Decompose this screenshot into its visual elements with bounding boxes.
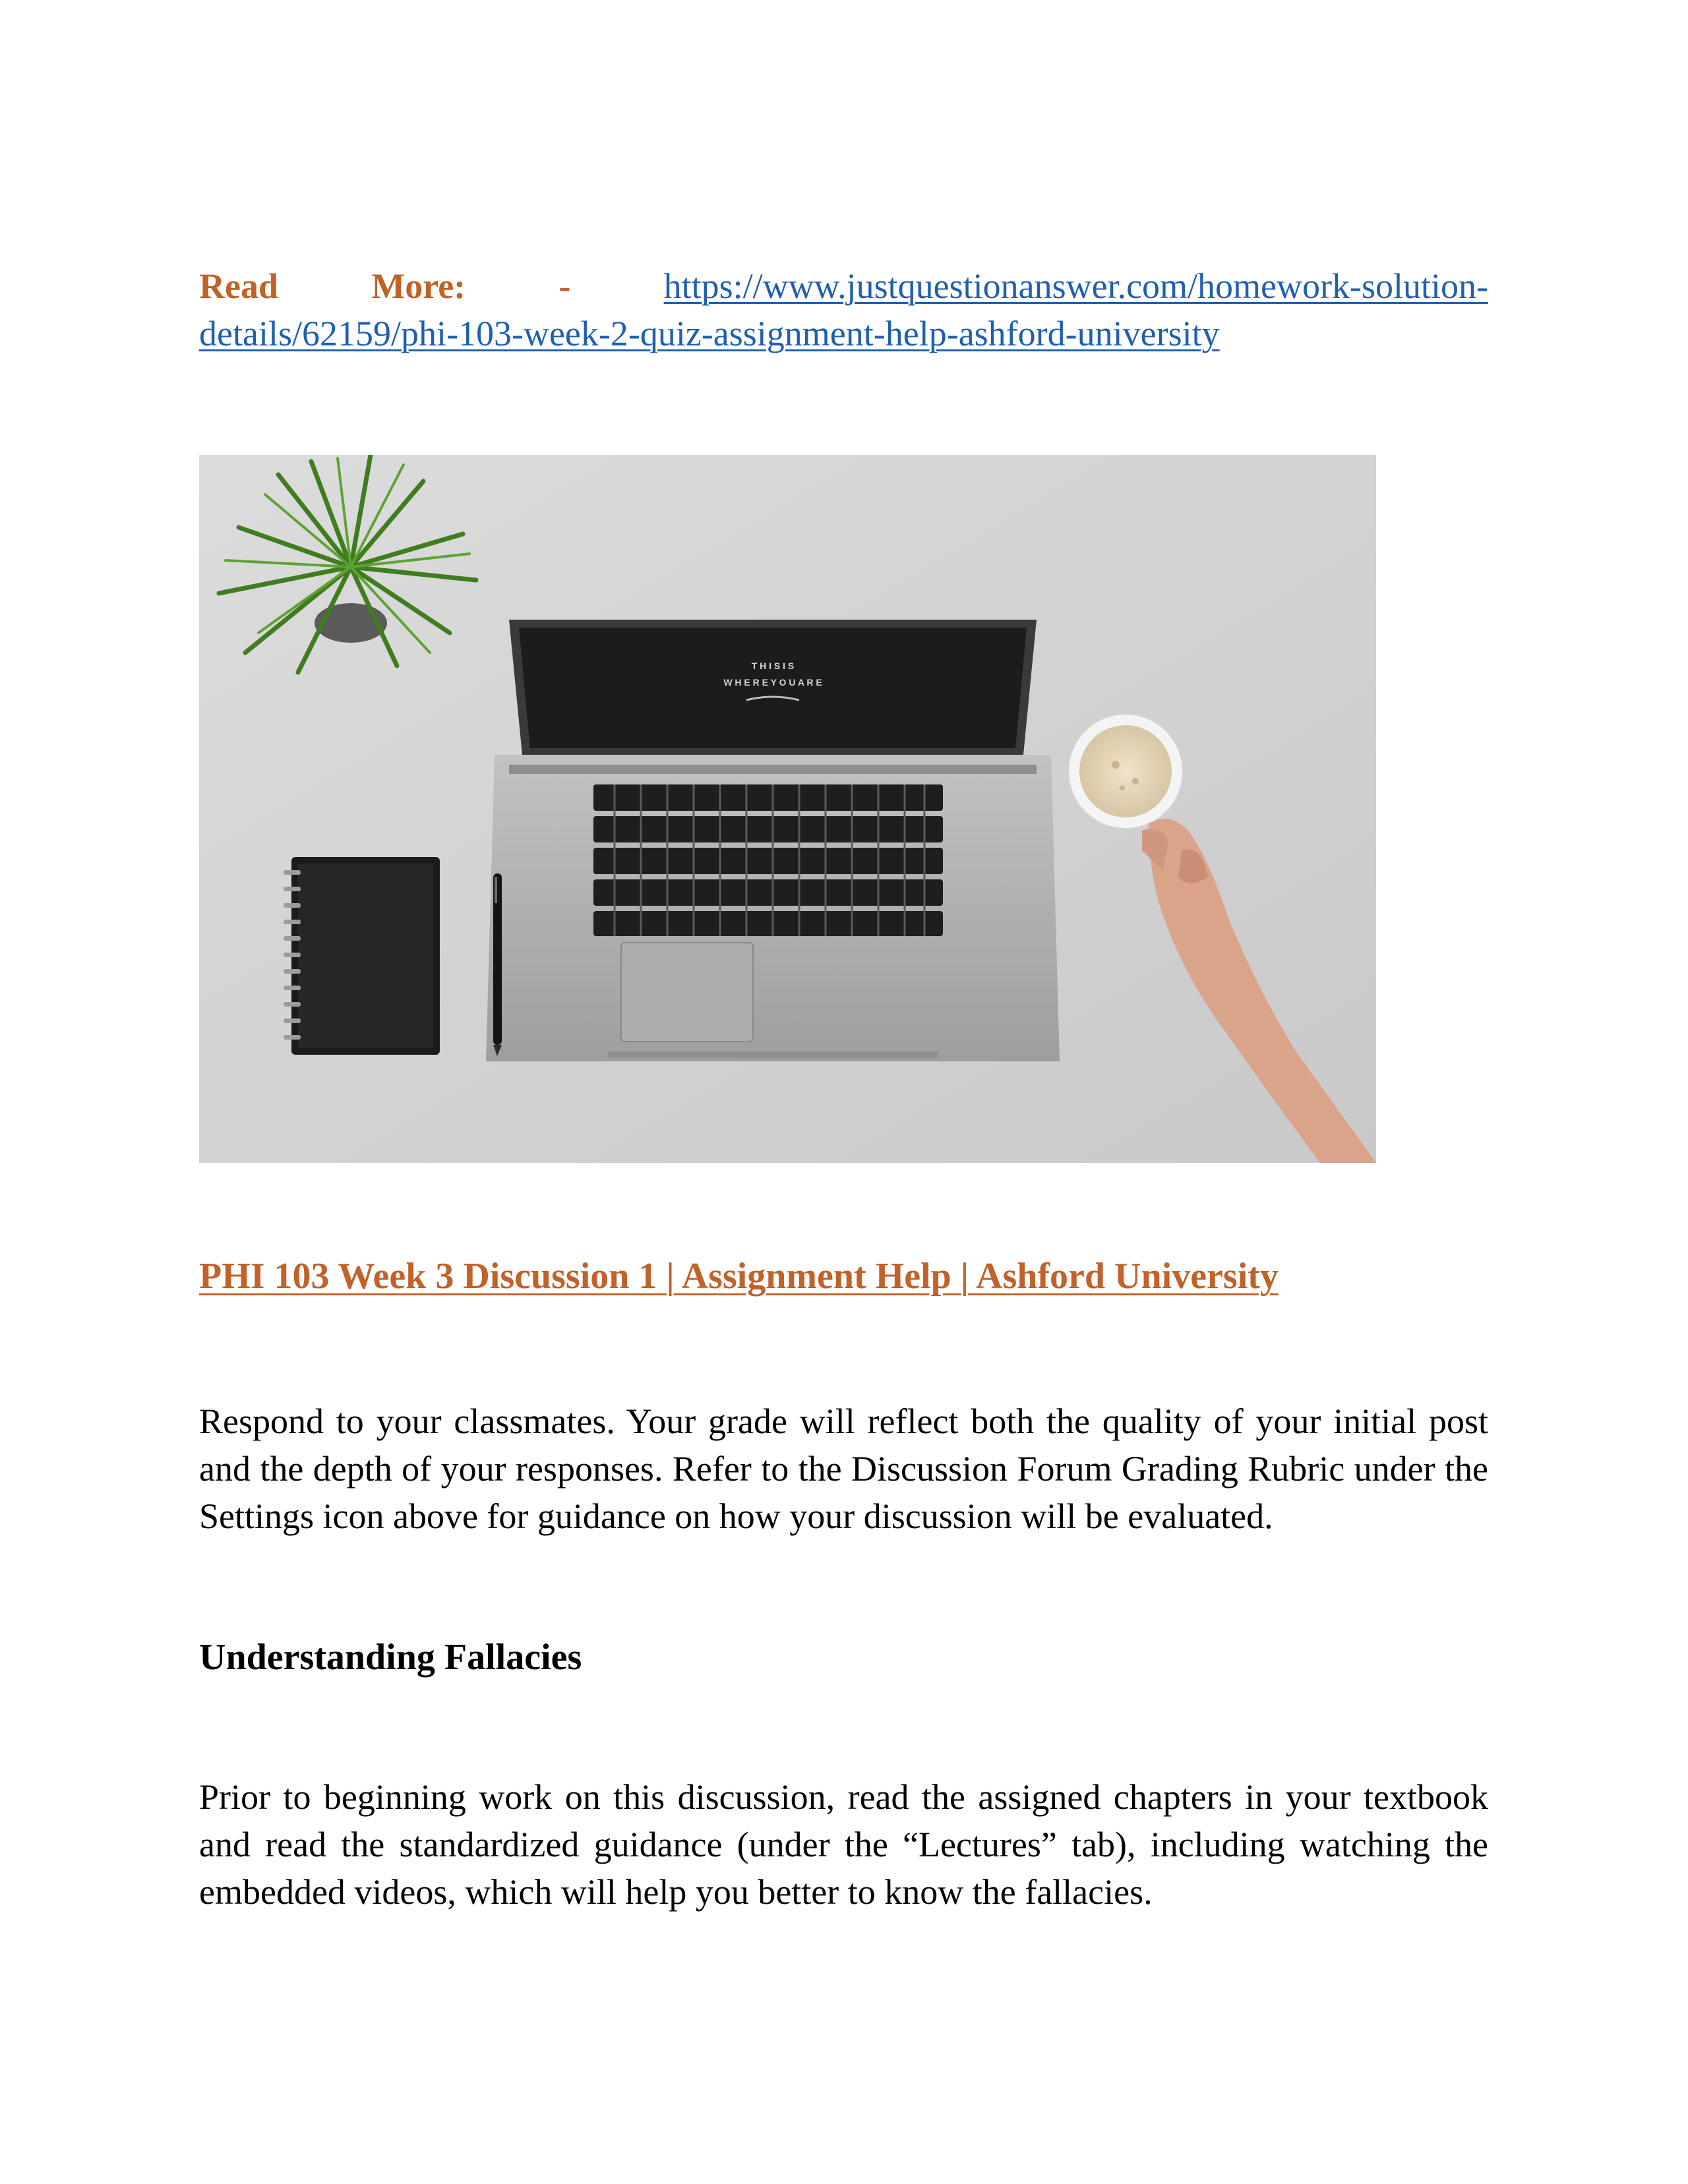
coffee-cup-icon	[1068, 713, 1184, 829]
read-more-row	[199, 262, 1488, 310]
laptop-screen-text-2: W H E R E Y O U A R E	[723, 677, 822, 688]
section-heading: Understanding Fallacies	[199, 1637, 582, 1678]
laptop-icon	[486, 620, 1060, 1061]
fallacies-paragraph: Prior to beginning work on this discussion, read the assigned chapters in your textbook and read the standardized guidance (under the “Lectures” tab), including watching the embedded videos, which will help you better to know the fallacies.	[199, 1777, 1488, 1912]
notebook-icon	[284, 857, 440, 1055]
read-more-link-line2[interactable]: details/62159/phi-103-week-2-quiz-assignment-help-ashford-university	[199, 314, 1220, 353]
laptop-screen-text-1: T H I S I S	[751, 661, 795, 671]
read-more-block	[199, 262, 1488, 357]
instructions-paragraph: Respond to your classmates. Your grade will reflect both the quality of your initial post and the depth of your responses. Refer to the Discussion Forum Grading Rubric under the Settings icon above for guidance on how your discussion will be evaluated.	[199, 1402, 1488, 1536]
discussion-title-link[interactable]: PHI 103 Week 3 Discussion 1 | Assignment Help | Ashford University	[199, 1256, 1279, 1297]
laptop-keyboard	[593, 784, 943, 936]
workspace-photo	[199, 455, 1376, 1163]
pen-icon	[493, 873, 502, 1056]
read-more-dash: -	[558, 266, 571, 306]
read-more-label: Read	[199, 266, 278, 306]
read-more-link-line1[interactable]: https://www.justquestionanswer.com/homework-solution-	[663, 266, 1488, 306]
read-more-label-more: More:	[371, 266, 466, 306]
